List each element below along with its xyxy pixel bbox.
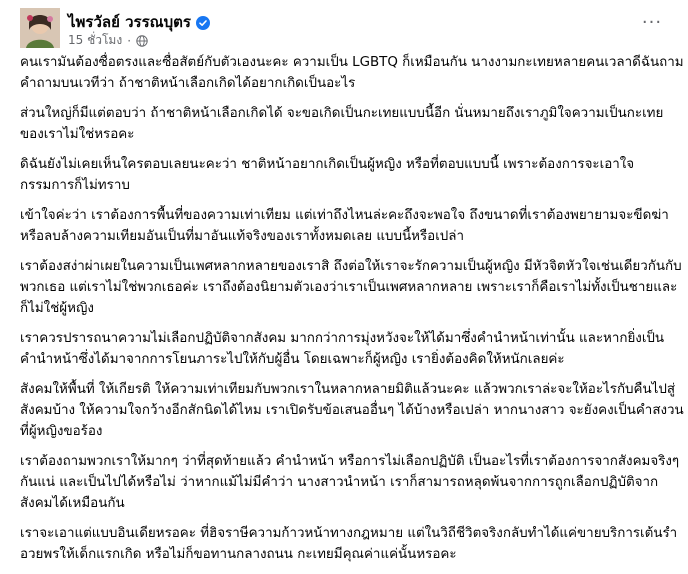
author-avatar[interactable] bbox=[20, 8, 60, 48]
post-meta bbox=[68, 31, 148, 50]
post-body bbox=[20, 52, 684, 574]
more-options-button[interactable]: ··· bbox=[641, 11, 663, 33]
verified-badge-icon bbox=[196, 15, 210, 29]
meta-separator: · bbox=[127, 33, 132, 48]
post-paragraph: ดิฉันยังไม่เคยเห็นใครตอบเลยนะคะว่า ชาติหน้าอยากเกิดเป็นผู้หญิง หรือที่ตอบแบบนี้ เพราะต้องการจะเอาใจกรรมการก็ไม่ทราบ bbox=[20, 157, 635, 193]
post-paragraph: เราต้องถามพวกเราให้มากๆ ว่าที่สุดท้ายแล้ว คำนำหน้า หรือการไม่เลือกปฏิบัติ เป็นอะไรที่เราต้องการจากสังคมจริงๆ กันแน่ และเป็นไปได้หรือไม่ ว่าหากแม้ไม่มีคำว่า นางสาวนำหน้า เราก็สามารถหลุดพ้นจากการถูกเลือกปฏิบัติจากสังคมได้เหมือนกัน bbox=[20, 454, 680, 511]
author-name[interactable]: ไพรวัลย์ วรรณบุตร bbox=[68, 13, 191, 31]
post-timestamp[interactable]: 15 ชั่วโมง bbox=[68, 33, 123, 47]
post-paragraph: สังคมให้พื้นที่ ให้เกียรติ ให้ความเท่าเทียมกับพวกเราในหลากหลายมิติแล้วนะคะ แล้วพวกเราล่ะจะให้อะไรกับคืนไปสู่สังคมบ้าง ให้ความใจกว้างอีกสักนิดได้ไหม เราเปิดรับข้อเสนออื่นๆ ได้บ้างหรือเปล่า หากนางสาว จะยังคงเป็นคำสงวนที่ผู้หญิงขอร้อง bbox=[20, 382, 684, 439]
globe-icon[interactable] bbox=[136, 35, 148, 47]
post-header bbox=[20, 0, 688, 52]
post-paragraph: เราต้องสง่าผ่าเผยในความเป็นเพศหลากหลายของเราสิ ถึงต่อให้เราจะรักความเป็นผู้หญิง มีหัวจิตหัวใจเช่นเดียวกันกับพวกเธอ แต่เราไม่ใช่พวกเธอค่ะ เราถึงต้องนิยามตัวเองว่าเราเป็นเพศหลากหลาย เพราะเราก็คือเราไม่ทั้งเป็นชายและก็ไม่ใช่ผู้หญิง bbox=[20, 259, 682, 316]
post-paragraph: ส่วนใหญ่ก็มีแต่ตอบว่า ถ้าชาติหน้าเลือกเกิดได้ จะขอเกิดเป็นกะเทยแบบนี้อีก นั่นหมายถึงเราภูมิใจความเป็นกะเทยของเราไม่ใช่หรอคะ bbox=[20, 106, 664, 142]
avatar-image bbox=[20, 8, 60, 48]
post-paragraph: เราควรปรารถนาความไม่เลือกปฏิบัติจากสังคม มากกว่าการมุ่งหวังจะให้ได้มาซึ่งคำนำหน้าเท่านั้น และหากยิ่งเป็นคำนำหน้าซึ่งได้มาจากการโยนภาระไปให้กับผู้อื่น โดยเฉพาะก็ผู้หญิง เรายิ่งต้องคิดให้หนักเลยค่ะ bbox=[20, 331, 665, 367]
post-paragraph: คนเรามันต้องซื่อตรงและซื่อสัตย์กับตัวเองนะคะ ความเป็น LGBTQ ก็เหมือนกัน นางงามกะเทยหลายคนเวลาดีฉันถามคำถามบนเวทีว่า ถ้าชาติหน้าเลือกเกิดได้อยากเกิดเป็นอะไร bbox=[20, 55, 684, 91]
post-paragraph: เราจะเอาแต่แบบอินเดียหรอคะ ที่ฮิจราษีความก้าวหน้าทางกฎหมาย แต่ในวิถีชีวิตจริงกลับทำได้แค่ขายบริการเต้นรำอวยพรให้เด็กแรกเกิด หรือไม่ก็ขอทานกลางถนน กะเทยมีคุณค่าแค่นั้นหรอคะ bbox=[20, 526, 678, 562]
post-paragraph: เข้าใจค่ะว่า เราต้องการพื้นที่ของความเท่าเทียม แต่เท่าถึงไหนล่ะคะถึงจะพอใจ ถึงขนาดที่เราต้องพยายามจะขีดฆ่าหรือลบล้างความเทียมอันเป็นที่มาอันแท้จริงของเราทั้งหมดเลย แบบนี้หรือเปล่า bbox=[20, 208, 669, 244]
